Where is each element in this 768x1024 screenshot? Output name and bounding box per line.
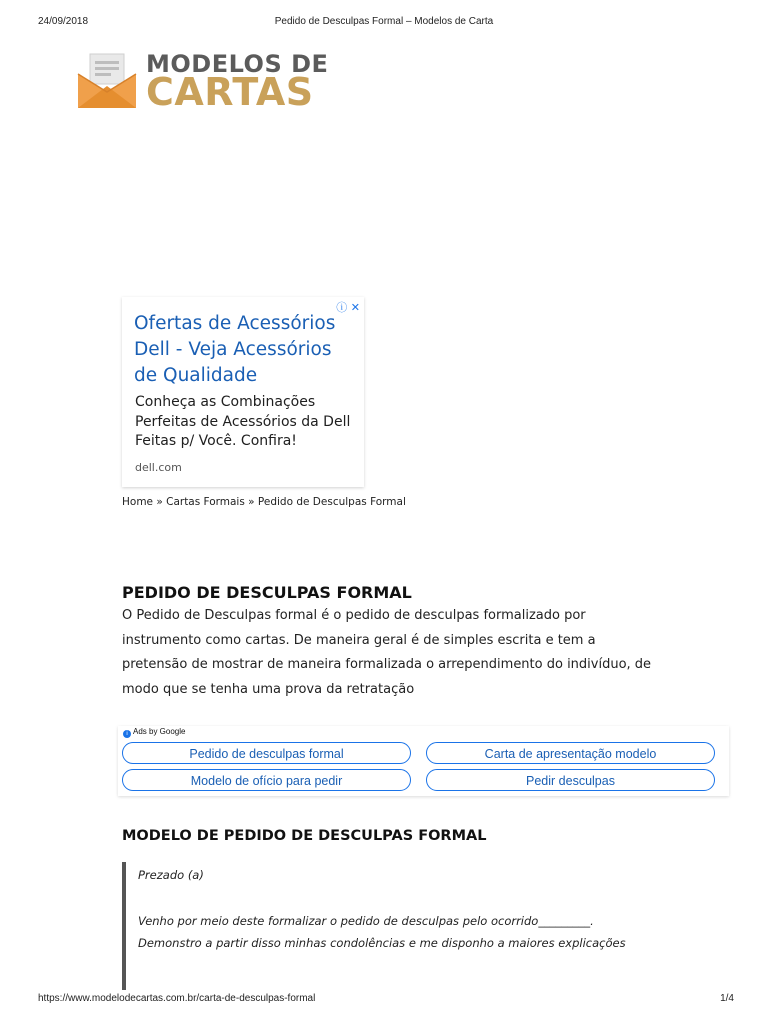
- logo-text-line1: MODELOS DE: [146, 50, 329, 78]
- print-header: [0, 16, 768, 32]
- print-date: 24/09/2018: [38, 16, 89, 27]
- ads-by-google-label[interactable]: [123, 727, 185, 738]
- section-heading: MODELO DE PEDIDO DE DESCULPAS FORMAL: [122, 828, 487, 844]
- info-icon: i: [123, 730, 131, 738]
- letter-line: Venho por meio deste formalizar o pedido de desculpas pelo ocorrido_________.: [138, 914, 594, 928]
- ads-by-google-text: Ads by Google: [133, 727, 186, 736]
- ads-by-google-block: [118, 726, 729, 796]
- ad-link-button[interactable]: Pedido de desculpas formal: [122, 742, 411, 764]
- site-logo[interactable]: [76, 48, 329, 114]
- print-page-title: Pedido de Desculpas Formal – Modelos de Carta: [274, 16, 494, 27]
- ad-link-button[interactable]: Modelo de ofício para pedir: [122, 769, 411, 791]
- print-page-number: 1/4: [720, 993, 734, 1004]
- ad-headline[interactable]: Ofertas de Acessórios Dell - Veja Acessórios de Qualidade: [134, 313, 336, 386]
- ad-link-button[interactable]: Pedir desculpas: [426, 769, 715, 791]
- intro-paragraph: [122, 604, 652, 702]
- intro-line: modo que se tenha uma prova da retratação: [122, 681, 415, 697]
- print-url: https://www.modelodecartas.com.br/carta-de-desculpas-formal: [38, 993, 316, 1004]
- intro-line: pretensão de mostrar de maneira formalizada o arrependimento do indivíduo, de: [122, 657, 652, 673]
- print-footer: [0, 993, 768, 1007]
- ad-banner[interactable]: [122, 297, 364, 487]
- logo-text-line2: CARTAS: [146, 70, 314, 114]
- letter-line: Prezado (a): [138, 868, 204, 882]
- intro-line: instrumento como cartas. De maneira geral é de simples escrita e tem a: [122, 632, 596, 648]
- letter-line: Demonstro a partir disso minhas condolências e me disponho a maiores explicações: [138, 936, 626, 950]
- ad-domain[interactable]: dell.com: [135, 461, 182, 474]
- ad-link-button[interactable]: Carta de apresentação modelo: [426, 742, 715, 764]
- page-title: PEDIDO DE DESCULPAS FORMAL: [122, 583, 412, 602]
- letter-blockquote: [122, 862, 686, 990]
- intro-line: O Pedido de Desculpas formal é o pedido de desculpas formalizado por: [122, 608, 586, 623]
- ad-choices-icon[interactable]: ⓘ ✕: [336, 301, 360, 314]
- ad-body-text: Conheça as Combinações Perfeitas de Acessórios da Dell Feitas p/ Você. Confira!: [135, 394, 351, 449]
- breadcrumb[interactable]: Home » Cartas Formais » Pedido de Desculpas Formal: [122, 496, 406, 508]
- envelope-icon: [76, 52, 138, 110]
